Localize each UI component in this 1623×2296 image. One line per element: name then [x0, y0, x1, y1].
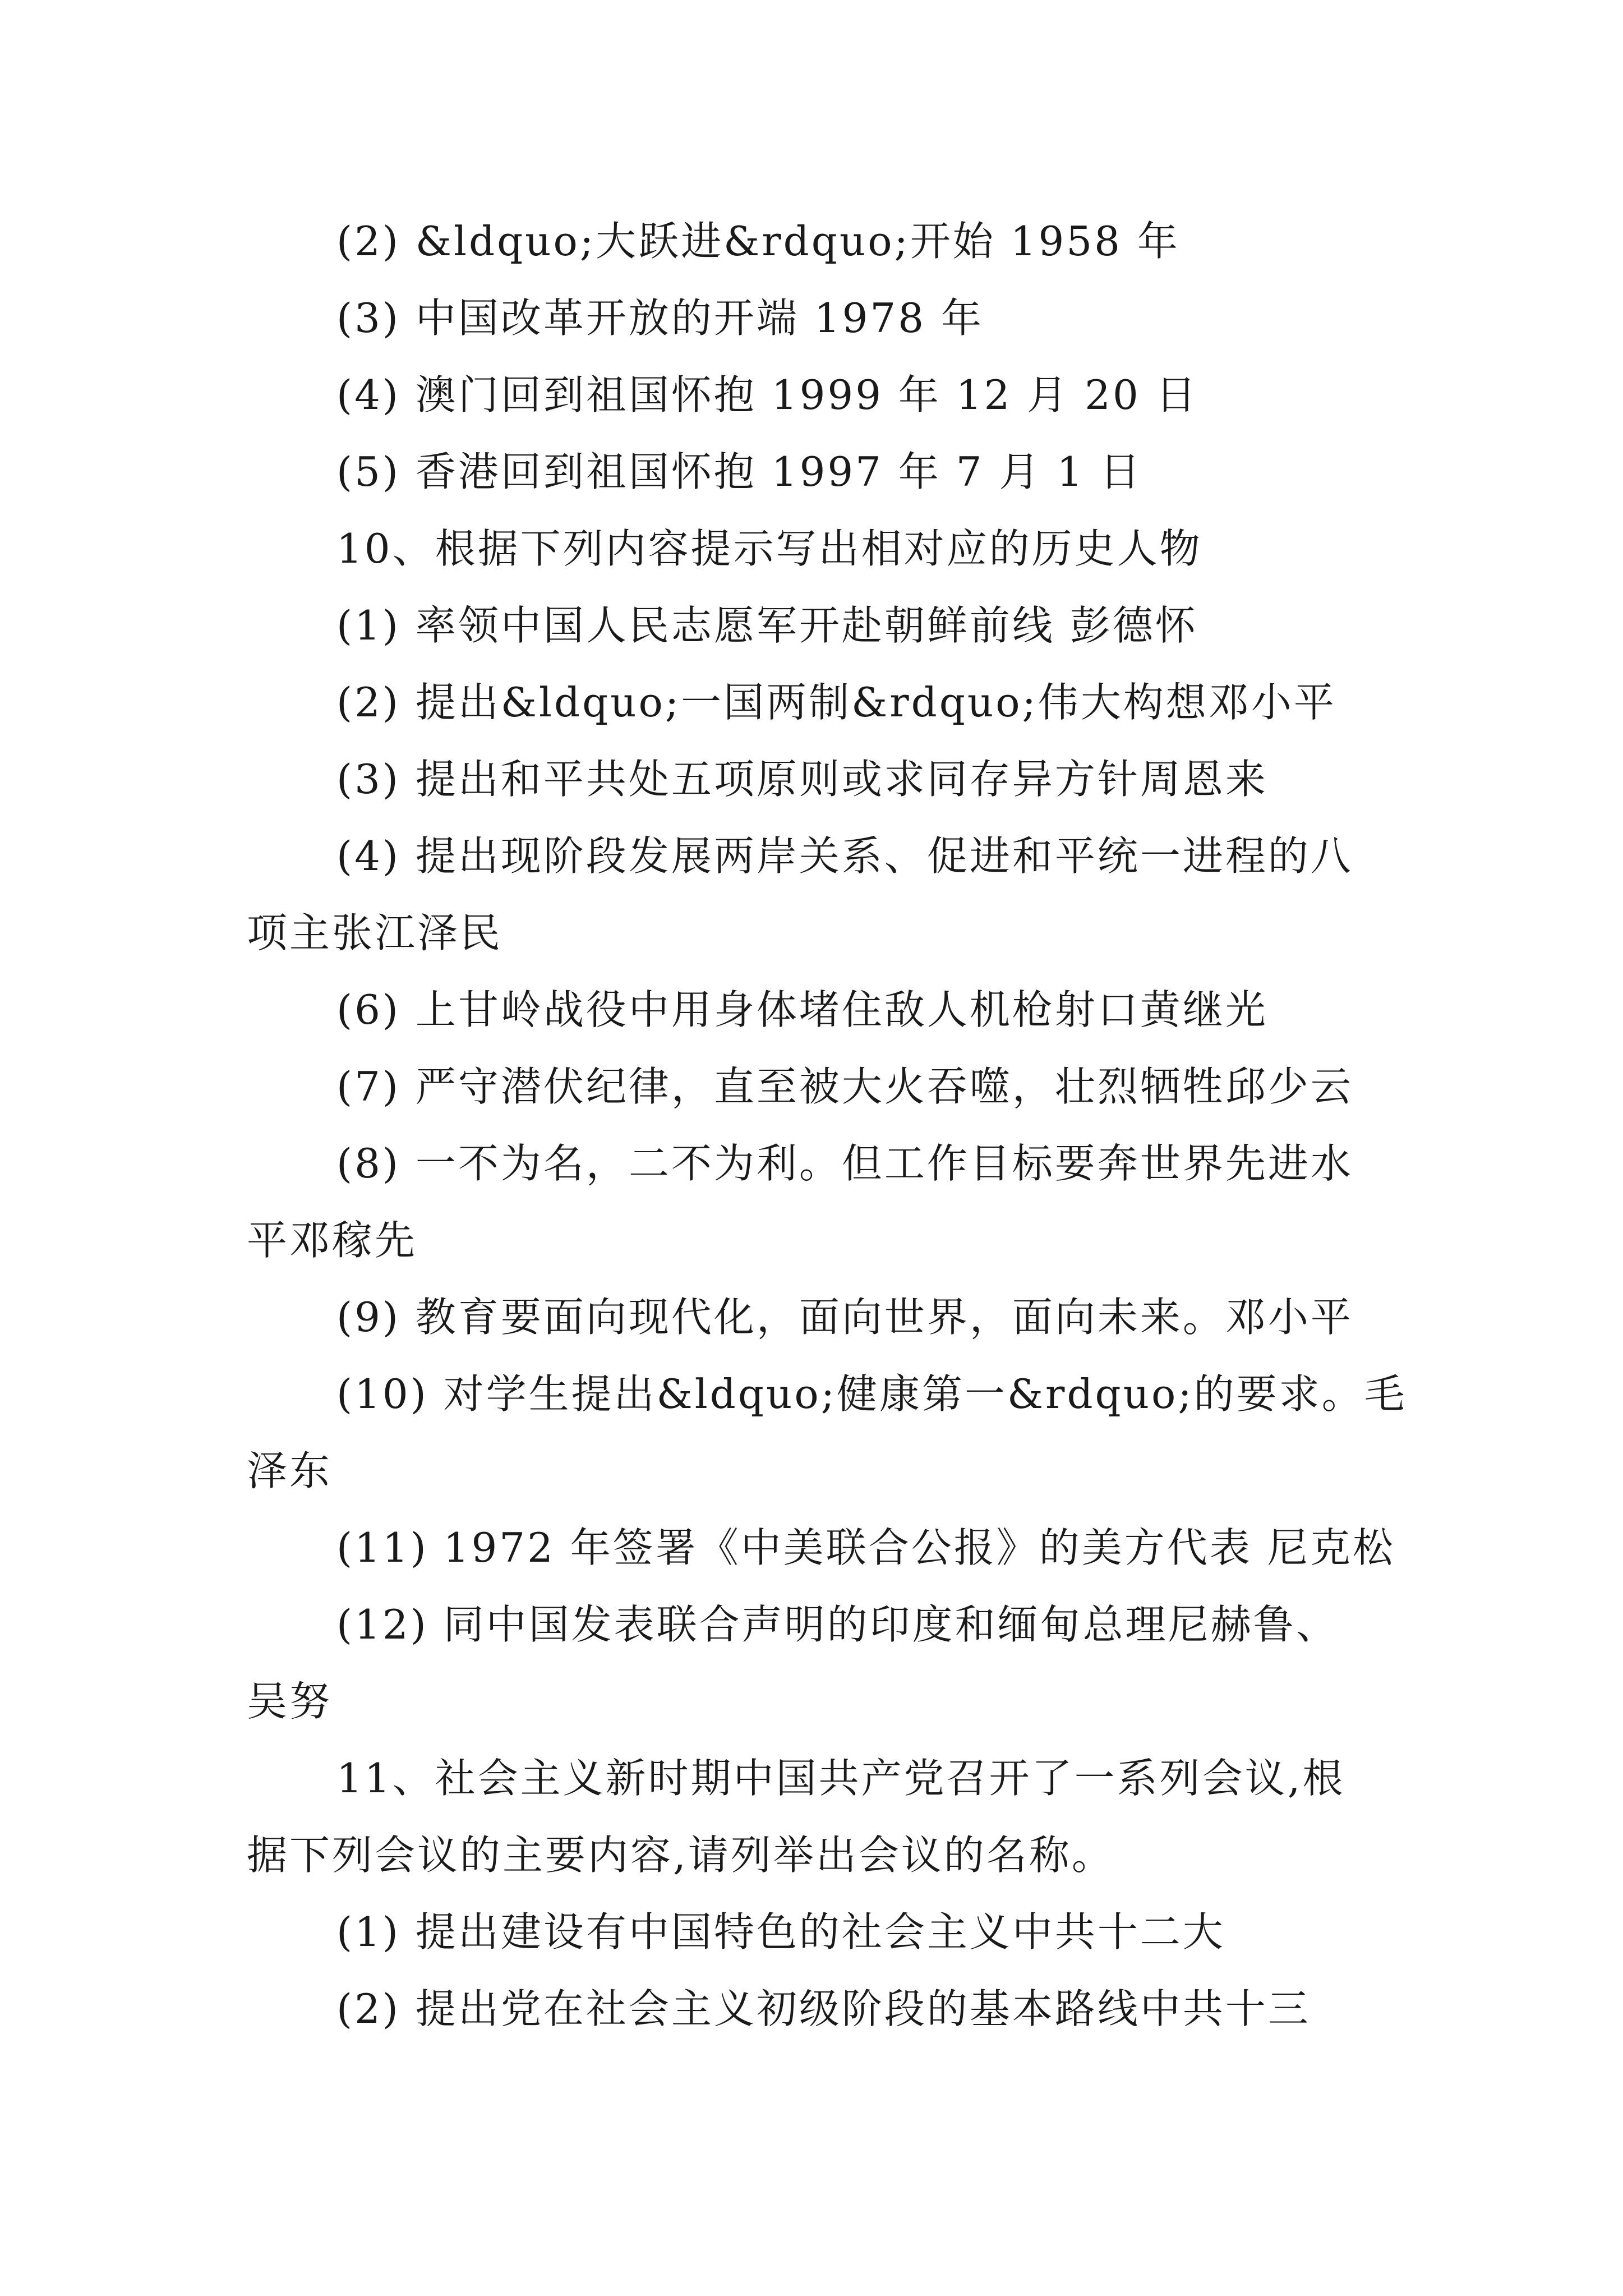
text-line: (2) &ldquo;大跃进&rdquo;开始 1958 年 — [336, 218, 1180, 265]
text-line: (12) 同中国发表联合声明的印度和缅甸总理尼赫鲁、 — [336, 1601, 1339, 1648]
question-heading: 10、根据下列内容提示写出相对应的历史人物 — [336, 525, 1202, 572]
text-line-continuation: 吴努 — [247, 1678, 333, 1725]
text-line: (4) 提出现阶段发展两岸关系、促进和平统一进程的八 — [336, 832, 1353, 880]
text-line: (11) 1972 年签署《中美联合公报》的美方代表 尼克松 — [336, 1524, 1395, 1571]
text-line: (3) 中国改革开放的开端 1978 年 — [336, 295, 984, 342]
text-line: (9) 教育要面向现代化，面向世界，面向未来。邓小平 — [336, 1294, 1353, 1341]
text-line: (7) 严守潜伏纪律，直至被大火吞噬，壮烈牺牲邱少云 — [336, 1063, 1353, 1110]
text-line-continuation: 泽东 — [247, 1447, 333, 1494]
text-line: (5) 香港回到祖国怀抱 1997 年 7 月 1 日 — [336, 448, 1143, 495]
text-line: (1) 率领中国人民志愿军开赴朝鲜前线 彭德怀 — [336, 602, 1198, 649]
text-line-continuation: 平邓稼先 — [247, 1217, 418, 1264]
text-line: (8) 一不为名，二不为利。但工作目标要奔世界先进水 — [336, 1140, 1353, 1187]
question-heading: 11、社会主义新时期中国共产党召开了一系列会议,根 — [336, 1755, 1345, 1802]
text-line: (1) 提出建设有中国特色的社会主义中共十二大 — [336, 1908, 1225, 1955]
text-line-continuation: 项主张江泽民 — [247, 909, 503, 956]
text-line: (2) 提出党在社会主义初级阶段的基本路线中共十三 — [336, 1985, 1311, 2032]
text-line-continuation: 据下列会议的主要内容,请列举出会议的名称。 — [247, 1832, 1114, 1879]
text-line: (4) 澳门回到祖国怀抱 1999 年 12 月 20 日 — [336, 371, 1198, 418]
text-line: (6) 上甘岭战役中用身体堵住敌人机枪射口黄继光 — [336, 986, 1268, 1033]
text-line: (2) 提出&ldquo;一国两制&rdquo;伟大构想邓小平 — [336, 679, 1336, 726]
text-line: (10) 对学生提出&ldquo;健康第一&rdquo;的要求。毛 — [336, 1370, 1407, 1418]
text-line: (3) 提出和平共处五项原则或求同存异方针周恩来 — [336, 756, 1268, 803]
